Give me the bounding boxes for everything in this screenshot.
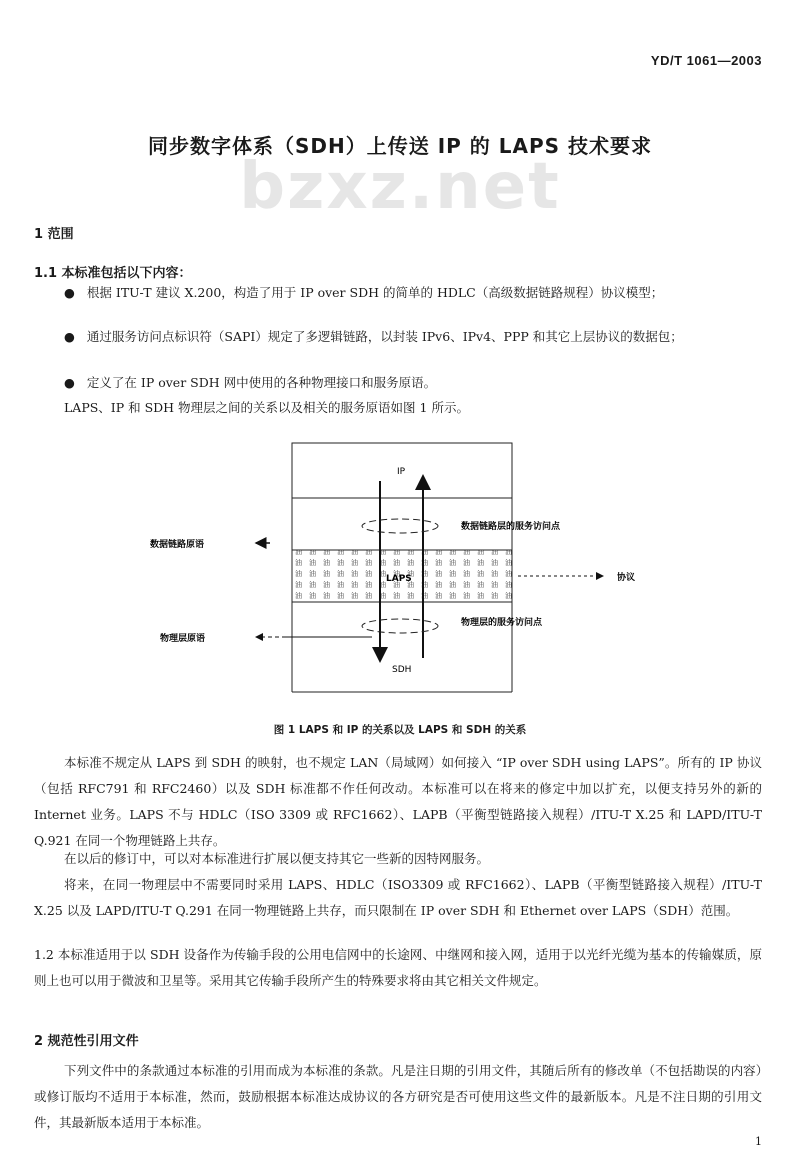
bullet-text: 根据 ITU-T 建议 X.200，构造了用于 IP over SDH 的简单的 HDLC（高级数据链路规程）协议模型； xyxy=(86,285,664,300)
bullet-icon: ● xyxy=(64,285,75,300)
section-2-heading: 2 规范性引用文件 xyxy=(34,1034,139,1049)
sap-datalink xyxy=(362,519,438,533)
datalink-primitive-label: 数据链路原语 xyxy=(150,540,205,550)
bullet-item xyxy=(34,280,762,306)
section-1-1-heading: 1.1 本标准包括以下内容： xyxy=(34,266,192,281)
paragraph: 将来，在同一物理层中不需要同时采用 LAPS、HDLC（ISO3309 或 RFC1662）、LAPB（平衡型链路接入规程）/ITU-T X.25 以及 LAPD/ITU-T Q.291 在同一物理链路上共存，而只限制在 IP over SDH 和 Ethernet over LAPS（SDH）范围。 xyxy=(34,877,762,918)
bullet-item xyxy=(34,324,762,350)
page-number: 1 xyxy=(755,1135,762,1148)
figure-intro: LAPS、IP 和 SDH 物理层之间的关系以及相关的服务原语如图 1 所示。 xyxy=(64,400,469,415)
section-2-paragraph: 下列文件中的条款通过本标准的引用而成为本标准的条款。凡是注日期的引用文件，其随后所有的修改单（不包括勘误的内容）或修订版均不适用于本标准，然而，鼓励根据本标准达成协议的各方研究是否可使用这些文件的最新版本。凡是不注日期的引用文件，其最新版本适用于本标准。 xyxy=(34,1063,762,1130)
sap-datalink-label: 数据链路层的服务访问点 xyxy=(461,522,561,532)
paragraph: 本标准不规定从 LAPS 到 SDH 的映射，也不规定 LAN（局域网）如何接入 “IP over SDH using LAPS”。所有的 IP 协议（包括 RFC791 和 RFC2460）以及 SDH 标准都不作任何改动。本标准可以在将来的修定中加以扩充，以便支持另外的新的 Internet 业务。LAPS 不与 HDLC（ISO 3309 或 RFC1662）、LAPB（平衡型链路接入规程）/ITU-T X.25 和 LAPD/ITU-T Q.921 在同一个物理链路上共存。 xyxy=(34,755,762,848)
bullet-text: 定义了在 IP over SDH 网中使用的各种物理接口和服务原语。 xyxy=(86,375,437,390)
physical-primitive-label: 物理层原语 xyxy=(160,634,206,644)
bullet-icon: ● xyxy=(64,375,75,390)
standard-number: YD/T 1061—2003 xyxy=(650,53,762,68)
bullet-item xyxy=(34,370,762,396)
bullet-text: 通过服务访问点标识符（SAPI）规定了多逻辑链路，以封装 IPv6、IPv4、PPP 和其它上层协议的数据包； xyxy=(86,329,683,344)
sap-physical-label: 物理层的服务访问点 xyxy=(461,618,543,628)
figure-caption: 图 1 LAPS 和 IP 的关系以及 LAPS 和 SDH 的关系 xyxy=(273,724,527,736)
laps-label: LAPS xyxy=(386,574,412,584)
paragraph: 在以后的修订中，可以对本标准进行扩展以便支持其它一些新的因特网服务。 xyxy=(64,851,490,866)
sdh-label: SDH xyxy=(392,665,412,675)
watermark: bzxz.net xyxy=(239,150,561,224)
document-title: 同步数字体系（SDH）上传送 IP 的 LAPS 技术要求 xyxy=(148,134,652,158)
sap-physical xyxy=(362,619,438,633)
laps-ip-sdh-diagram xyxy=(0,436,800,706)
section-1-heading: 1 范围 xyxy=(34,227,74,242)
section-1-2: 1.2 本标准适用于以 SDH 设备作为传输手段的公用电信网中的长途网、中继网和接入网，适用于以光纤光缆为基本的传输媒质，原则上也可以用于微波和卫星等。采用其它传输手段所产生的特殊要求将由其它相关文件规定。 xyxy=(34,947,762,988)
protocol-label: 协议 xyxy=(617,573,636,583)
ip-label: IP xyxy=(397,467,406,477)
bullet-icon: ● xyxy=(64,329,75,344)
